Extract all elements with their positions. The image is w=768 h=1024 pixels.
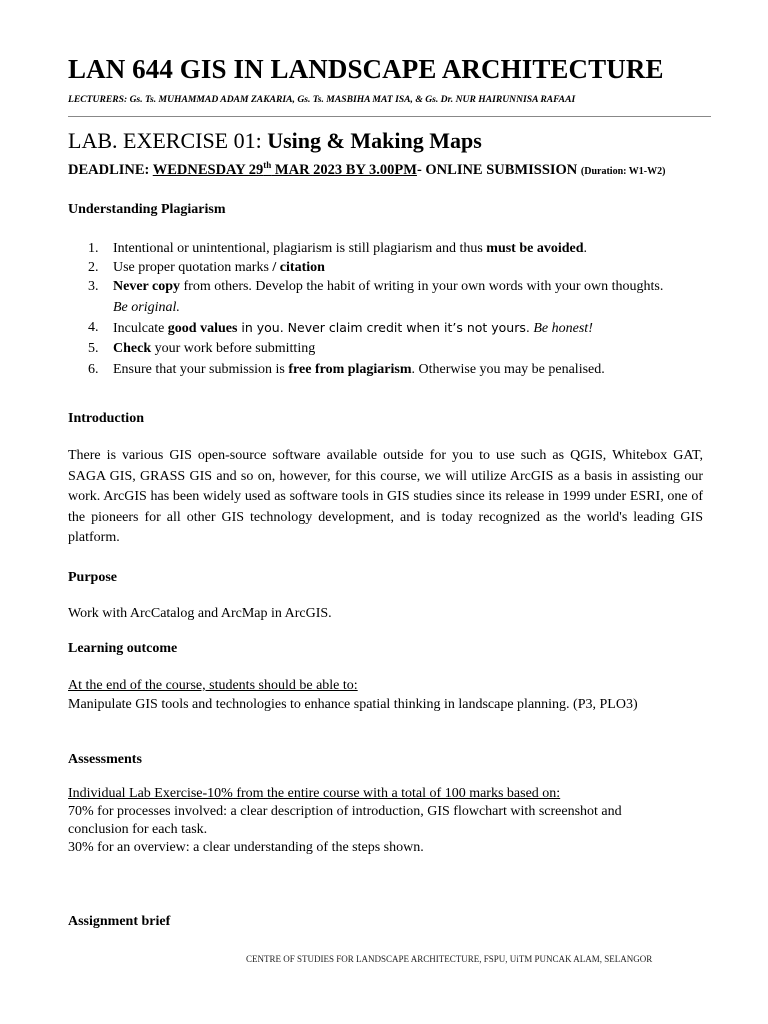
list-text xyxy=(113,360,673,381)
list-text-plain: Ensure that your submission is xyxy=(113,362,289,377)
lecturers-line: LECTURERS: Gs. Ts. MUHAMMAD ADAM ZAKARIA, Gs. Ts. MASBIHA MAT ISA, & Gs. Dr. NUR HAIRUNNISA RAFAAI xyxy=(68,94,576,105)
deadline-date xyxy=(153,162,417,178)
deadline-date-rest: MAR 2023 BY 3.00PM xyxy=(271,161,417,178)
heading-plagiarism: Understanding Plagiarism xyxy=(68,202,226,217)
list-text-plain: from others. Develop the habit of writing in your own words with your own thoughts. xyxy=(180,279,664,294)
purpose-text: Work with ArcCatalog and ArcMap in ArcGIS. xyxy=(68,606,332,621)
deadline-duration: (Duration: W1-W2) xyxy=(580,165,666,177)
list-text-plain: . Otherwise you may be penalised. xyxy=(411,362,605,377)
assessments-line-70-cont: conclusion for each task. xyxy=(68,822,208,837)
heading-purpose: Purpose xyxy=(68,570,117,585)
list-text-plain: . xyxy=(583,241,588,256)
deadline-suffix: - ONLINE SUBMISSION xyxy=(416,161,581,178)
deadline-date-sup: th xyxy=(263,160,272,170)
list-text xyxy=(113,277,673,318)
list-text-italic: Be honest! xyxy=(529,321,593,336)
heading-introduction: Introduction xyxy=(68,411,144,426)
list-text xyxy=(113,339,673,360)
lab-title xyxy=(68,128,482,154)
list-text xyxy=(113,239,673,260)
list-text-bold: must be avoided xyxy=(486,241,584,256)
list-number: 4. xyxy=(88,320,99,335)
list-number: 6. xyxy=(88,362,99,377)
assessments-intro: Individual Lab Exercise-10% from the entire course with a total of 100 marks based on: xyxy=(68,786,561,801)
learning-outcome-text: Manipulate GIS tools and technologies to enhance spatial thinking in landscape planning. (P3, PLO3) xyxy=(68,697,638,712)
heading-assignment-brief: Assignment brief xyxy=(68,914,171,929)
assessments-line-30: 30% for an overview: a clear understanding of the steps shown. xyxy=(68,840,424,855)
deadline-label: DEADLINE: xyxy=(68,161,153,178)
list-text-plain: Use proper quotation marks xyxy=(113,260,273,275)
list-text-bold: free from plagiarism xyxy=(288,362,412,377)
list-number: 2. xyxy=(88,260,99,275)
list-number: 5. xyxy=(88,341,99,356)
list-text-plain: Inculcate xyxy=(113,321,168,336)
list-number: 3. xyxy=(88,279,99,294)
page-footer: CENTRE OF STUDIES FOR LANDSCAPE ARCHITECTURE, FSPU, UiTM PUNCAK ALAM, SELANGOR xyxy=(246,954,653,964)
list-text-plain: in you. Never claim credit when it’s not yours. xyxy=(237,320,530,335)
list-text xyxy=(113,318,673,340)
deadline-line xyxy=(68,160,665,179)
course-title: LAN 644 GIS IN LANDSCAPE ARCHITECTURE xyxy=(68,54,664,84)
lab-title-name: Using & Making Maps xyxy=(267,128,482,153)
list-text-bold: Never copy xyxy=(113,279,180,294)
list-text-bold: good values xyxy=(167,321,238,336)
deadline-date-day: WEDNESDAY 29 xyxy=(152,161,264,178)
heading-learning-outcome: Learning outcome xyxy=(68,641,178,656)
list-text-italic: Be original. xyxy=(113,299,180,315)
list-number: 1. xyxy=(88,241,99,256)
list-text-bold: Check xyxy=(113,341,152,356)
list-text xyxy=(113,258,673,279)
header-divider xyxy=(68,116,711,117)
assessments-line-70: 70% for processes involved: a clear description of introduction, GIS flowchart with screenshot and xyxy=(68,804,622,819)
list-text-plain: Intentional or unintentional, plagiarism is still plagiarism and thus xyxy=(113,241,487,256)
list-text-bold: / citation xyxy=(272,260,325,275)
learning-outcome-intro: At the end of the course, students should be able to: xyxy=(68,678,358,693)
introduction-paragraph: There is various GIS open-source software available outside for you to use such as QGIS, Whitebox GAT, SAGA GIS, GRASS GIS and so on, however, for this course, we will utilize ArcGIS as a basis in assisting our work. ArcGIS has been widely used as software tools in GIS studies since its release in 1999 under ESRI, one of the pioneers for all other GIS technology development, and is today recognized as the world's leading GIS platform. xyxy=(68,448,703,545)
list-text-plain: your work before submitting xyxy=(151,341,316,356)
heading-assessments: Assessments xyxy=(68,752,142,767)
lab-title-prefix: LAB. EXERCISE 01: xyxy=(68,128,268,153)
